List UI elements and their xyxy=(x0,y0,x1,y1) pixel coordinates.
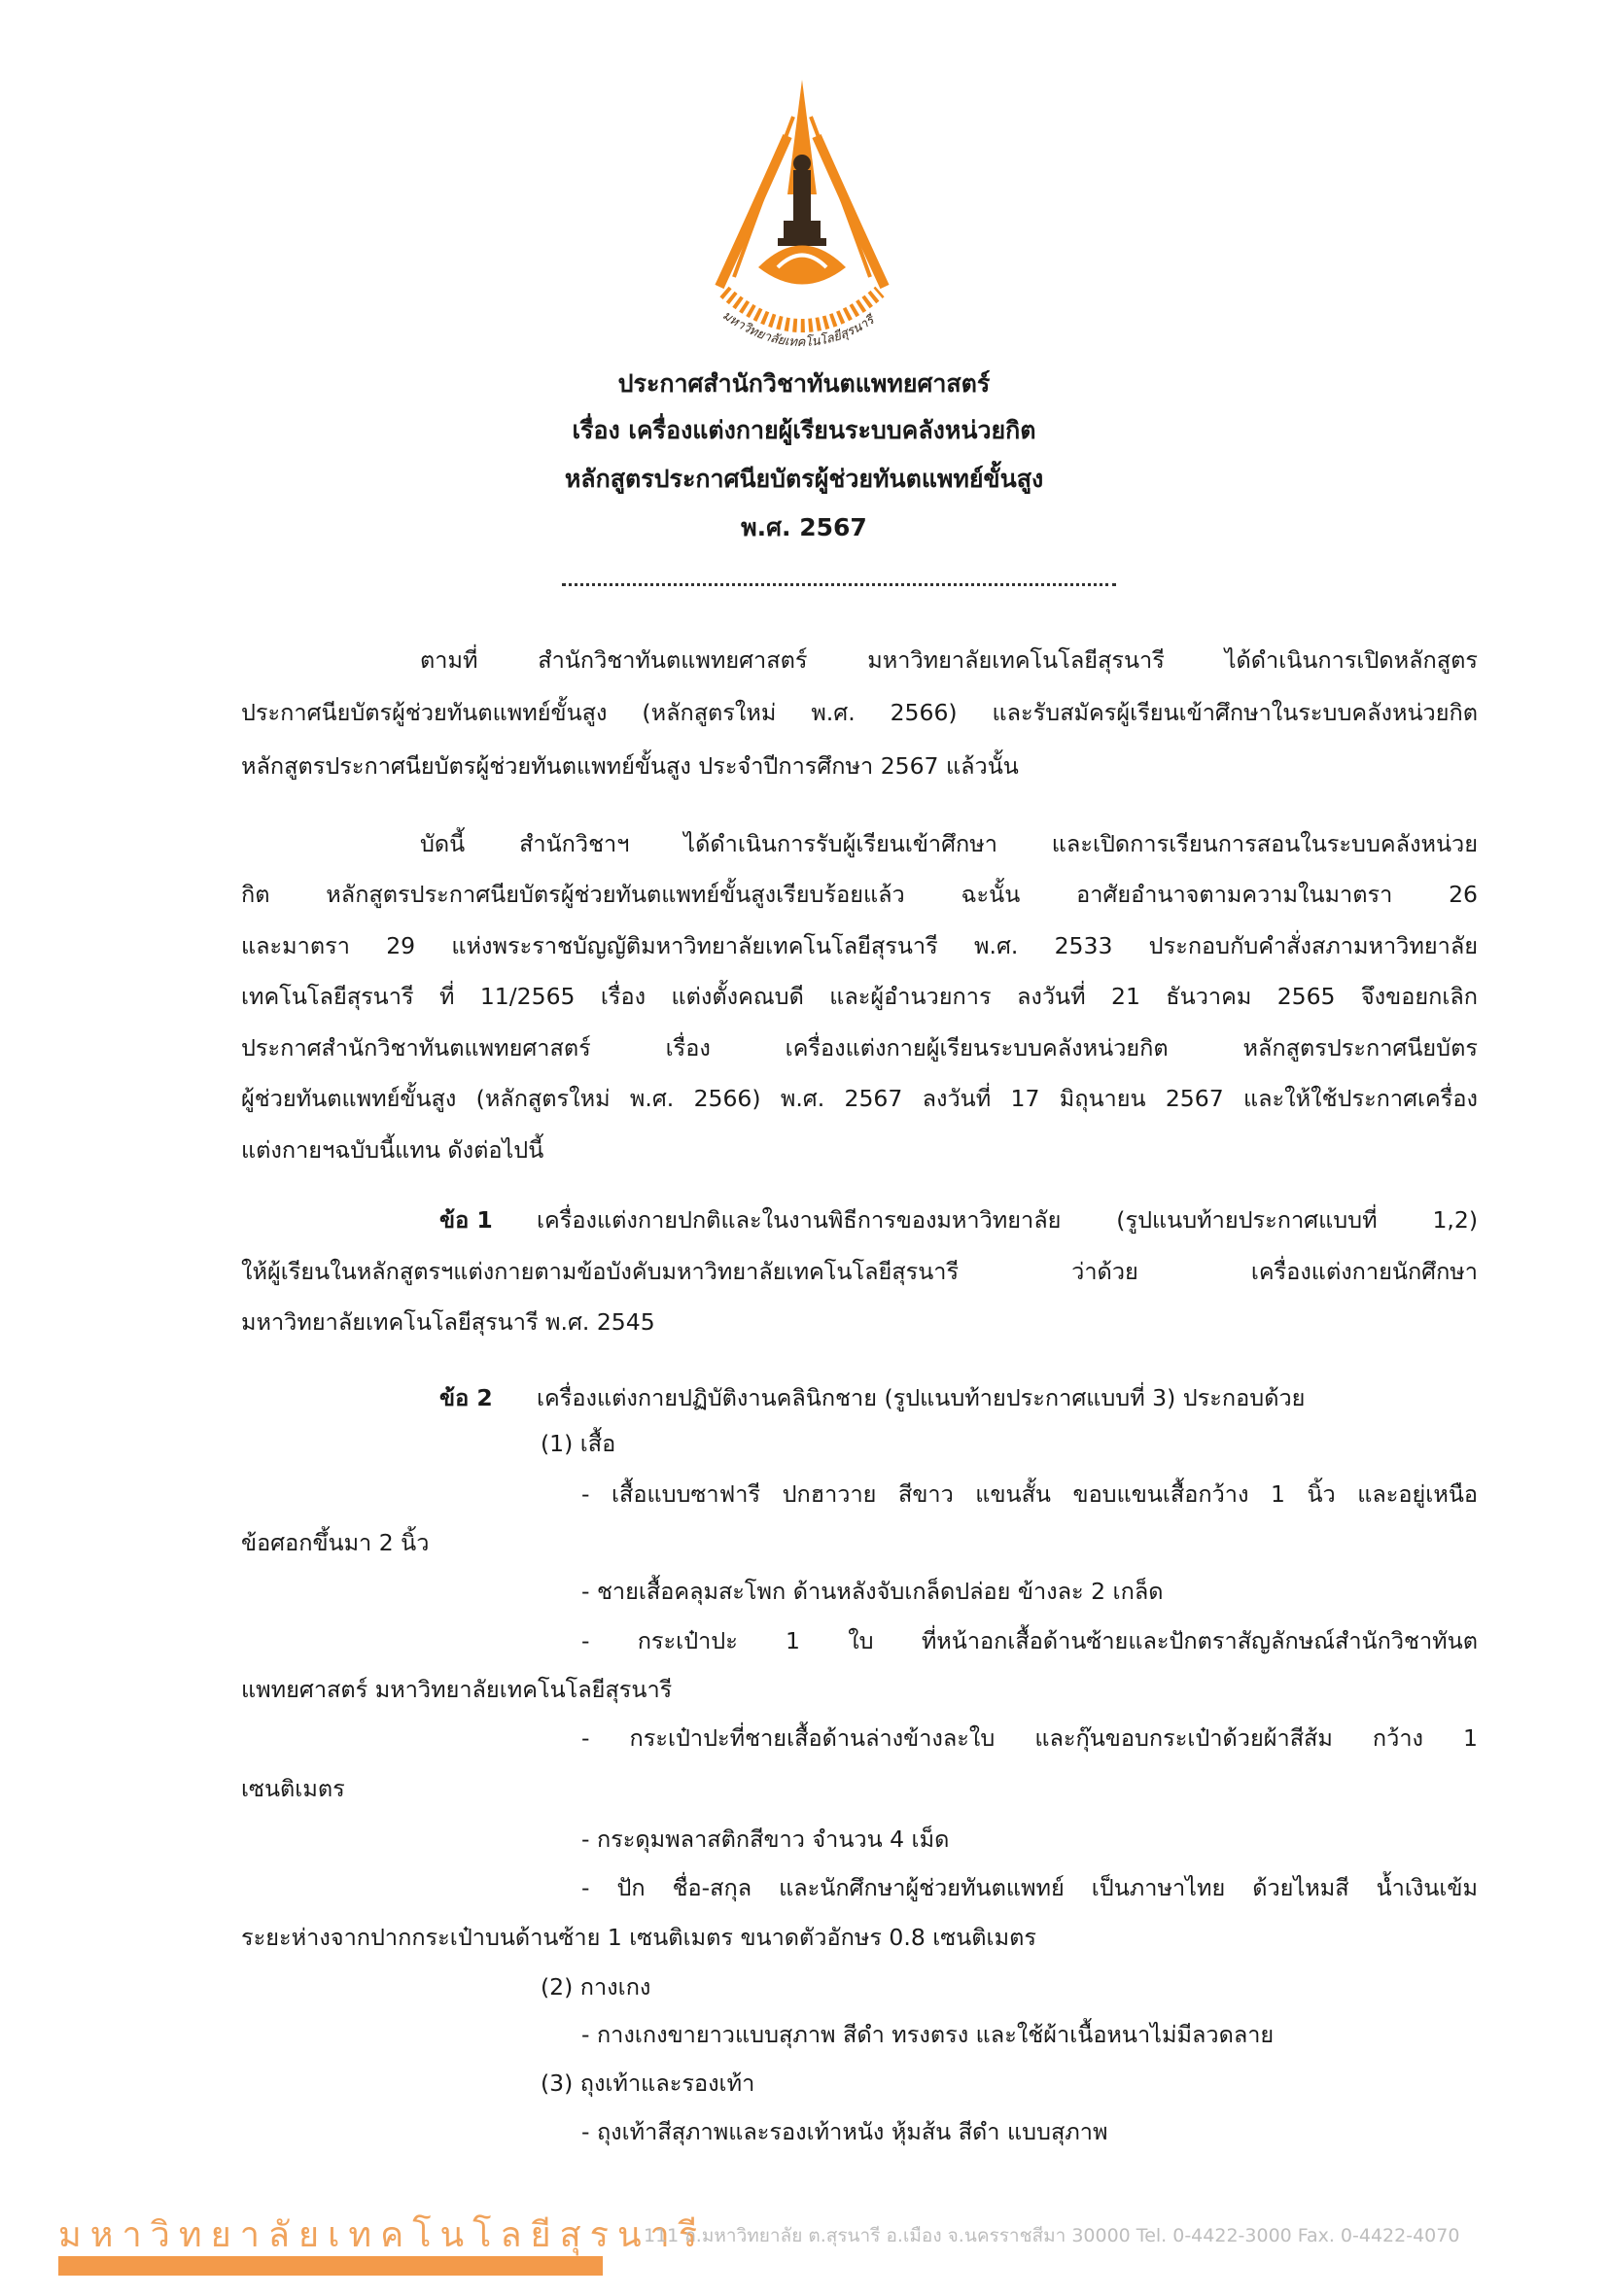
title-line-1: ประกาศสำนักวิชาทันตแพทยศาสตร์ xyxy=(617,369,991,398)
para2-line: และมาตรา 29 แห่งพระราชบัญญัติมหาวิทยาลัยเทคโนโลยีสุรนารี พ.ศ. 2533 ประกอบกับคำสั่งสภามหาวิทยาลัย xyxy=(241,932,1478,959)
clause2-item-line: เซนติเมตร xyxy=(241,1775,345,1802)
clause1-line: ให้ผู้เรียนในหลักสูตรฯแต่งกายตามข้อบังคับมหาวิทยาลัยเทคโนโลยีสุรนารี ว่าด้วย เครื่องแต่งกายนักศึกษา xyxy=(241,1258,1478,1285)
clause2-item-line: - กระดุมพลาสติกสีขาว จำนวน 4 เม็ด xyxy=(581,1826,950,1853)
para1-line: ตามที่ สำนักวิชาทันตแพทยศาสตร์ มหาวิทยาลัยเทคโนโลยีสุรนารี ได้ดำเนินการเปิดหลักสูตร xyxy=(420,646,1478,674)
clause2-intro: เครื่องแต่งกายปฏิบัติงานคลินิกชาย (รูปแนบท้ายประกาศแบบที่ 3) ประกอบด้วย xyxy=(537,1384,1306,1411)
clause2-item-line: - ปัก ชื่อ-สกุล และนักศึกษาผู้ช่วยทันตแพทย์ เป็นภาษาไทย ด้วยไหมสี น้ำเงินเข้ม xyxy=(581,1874,1478,1901)
clause2-item-line: - ชายเสื้อคลุมสะโพก ด้านหลังจับเกล็ดปล่อย ข้างละ 2 เกล็ด xyxy=(581,1578,1164,1605)
para2-line: เทคโนโลยีสุรนารี ที่ 11/2565 เรื่อง แต่งตั้งคณบดี และผู้อำนวยการ ลงวันที่ 21 ธันวาคม 2565 จึงขอยกเลิก xyxy=(241,983,1478,1010)
clause2-item-heading: (2) กางเกง xyxy=(541,1973,651,2000)
clause2-item-line: ระยะห่างจากปากกระเป๋าบนด้านซ้าย 1 เซนติเมตร ขนาดตัวอักษร 0.8 เซนติเมตร xyxy=(241,1924,1036,1951)
para2-line: ประกาศสำนักวิชาทันตแพทยศาสตร์ เรื่อง เครื่องแต่งกายผู้เรียนระบบคลังหน่วยกิต หลักสูตรประกาศนียบัตร xyxy=(241,1034,1478,1061)
clause2-item-line: ข้อศอกขึ้นมา 2 นิ้ว xyxy=(241,1529,430,1556)
clause2-label: ข้อ 2 xyxy=(439,1384,493,1411)
clause2-item-line: - เสื้อแบบซาฟารี ปกฮาวาย สีขาว แขนสั้น ขอบแขนเสื้อกว้าง 1 นิ้ว และอยู่เหนือ xyxy=(581,1480,1478,1508)
clause1-line: เครื่องแต่งกายปกติและในงานพิธีการของมหาวิทยาลัย (รูปแนบท้ายประกาศแบบที่ 1,2) xyxy=(537,1206,1478,1234)
footer-address: 111 ถ.มหาวิทยาลัย ต.สุรนารี อ.เมือง จ.นครราชสีมา 30000 Tel. 0-4422-3000 Fax. 0-4422-4070 xyxy=(644,2225,1460,2246)
para1-line: ประกาศนียบัตรผู้ช่วยทันตแพทย์ขั้นสูง (หลักสูตรใหม่ พ.ศ. 2566) และรับสมัครผู้เรียนเข้าศึกษาในระบบคลังหน่วยกิต xyxy=(241,699,1478,726)
para2-line: บัดนี้ สำนักวิชาฯ ได้ดำเนินการรับผู้เรียนเข้าศึกษา และเปิดการเรียนการสอนในระบบคลังหน่วย xyxy=(420,830,1478,857)
para1-line: หลักสูตรประกาศนียบัตรผู้ช่วยทันตแพทย์ขั้นสูง ประจำปีการศึกษา 2567 แล้วนั้น xyxy=(241,752,1019,780)
logo-arc-text: มหาวิทยาลัยเทคโนโลยีสุรนารี xyxy=(719,308,877,351)
clause2-item-line: แพทยศาสตร์ มหาวิทยาลัยเทคโนโลยีสุรนารี xyxy=(241,1676,673,1703)
title-line-3: หลักสูตรประกาศนียบัตรผู้ช่วยทันตแพทย์ขั้นสูง xyxy=(564,465,1044,493)
clause2-item-line: - กางเกงขายาวแบบสุภาพ สีดำ ทรงตรง และใช้ผ้าเนื้อหนาไม่มีลวดลาย xyxy=(581,2021,1275,2048)
clause1-label: ข้อ 1 xyxy=(439,1206,493,1234)
footer-english-band xyxy=(58,2256,603,2276)
university-logo xyxy=(681,78,924,369)
clause2-item-line: - กระเป๋าปะ 1 ใบ ที่หน้าอกเสื้อด้านซ้ายและปักตราสัญลักษณ์สำนักวิชาทันต xyxy=(581,1627,1478,1654)
clause2-item-line: - ถุงเท้าสีสุภาพและรองเท้าหนัง หุ้มส้น สีดำ แบบสุภาพ xyxy=(581,2118,1108,2145)
clause2-item-line: - กระเป๋าปะที่ชายเสื้อด้านล่างข้างละใบ และกุ๊นขอบกระเป๋าด้วยผ้าสีส้ม กว้าง 1 xyxy=(581,1724,1478,1752)
para2-line: กิต หลักสูตรประกาศนียบัตรผู้ช่วยทันตแพทย์ขั้นสูงเรียบร้อยแล้ว ฉะนั้น อาศัยอำนาจตามความในมาตรา 26 xyxy=(241,881,1478,908)
footer-university-name: มหาวิทยาลัยเทคโนโลยีสุรนารี xyxy=(58,2215,707,2255)
title-divider xyxy=(562,583,1116,586)
clause2-item-heading: (3) ถุงเท้าและรองเท้า xyxy=(541,2070,755,2097)
para2-line: แต่งกายฯฉบับนี้แทน ดังต่อไปนี้ xyxy=(241,1136,544,1164)
title-line-2: เรื่อง เครื่องแต่งกายผู้เรียนระบบคลังหน่วยกิต xyxy=(572,416,1036,444)
logo-lotus xyxy=(758,246,846,285)
logo-statue xyxy=(793,170,811,221)
clause1-line: มหาวิทยาลัยเทคโนโลยีสุรนารี พ.ศ. 2545 xyxy=(241,1308,655,1336)
title-line-4: พ.ศ. 2567 xyxy=(741,513,867,541)
clause2-item-heading: (1) เสื้อ xyxy=(541,1430,616,1457)
para2-line: ผู้ช่วยทันตแพทย์ขั้นสูง (หลักสูตรใหม่ พ.ศ. 2566) พ.ศ. 2567 ลงวันที่ 17 มิถุนายน 2567 และให้ใช้ประกาศเครื่อง xyxy=(241,1085,1478,1112)
